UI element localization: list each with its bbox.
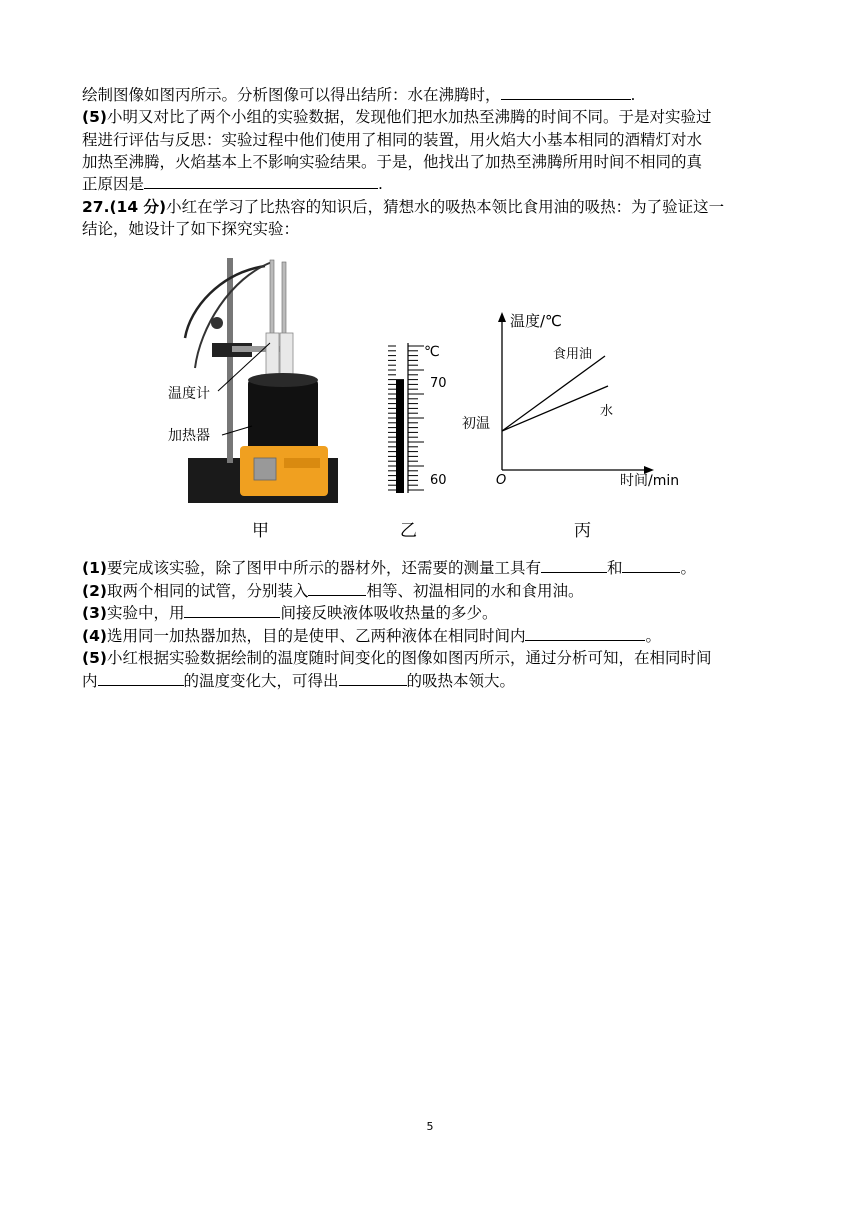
answer-blank[interactable]	[541, 558, 607, 573]
text-line-7	[82, 218, 782, 240]
answer-blank[interactable]	[525, 626, 645, 641]
text-segment: 实验中，用	[106, 604, 185, 622]
text-segment: 小红根据实验数据绘制的温度随时间变化的图像如图丙所示，通过分析可知，在相同时间	[106, 649, 712, 667]
text-segment: .	[630, 86, 636, 104]
y-axis-label: 温度/℃	[510, 312, 562, 330]
initial-temp-label: 初温	[462, 416, 490, 432]
heater-dial	[254, 458, 276, 480]
question-number: 27.(14 分)	[82, 198, 167, 216]
thermometer-label: 温度计	[168, 386, 210, 402]
question-number: (1)	[82, 559, 107, 577]
text-segment: .	[378, 175, 383, 193]
leader-line	[222, 426, 252, 435]
apparatus-jia	[168, 258, 338, 503]
question-5	[82, 647, 782, 669]
question-4	[82, 625, 782, 647]
text-line-3	[82, 129, 782, 151]
caption-bing: 丙	[574, 521, 591, 541]
graph-bing	[462, 312, 679, 489]
cable	[185, 266, 265, 338]
caption-yi: 乙	[400, 521, 417, 541]
answer-blank[interactable]	[501, 85, 631, 100]
tick-label-70: 70	[430, 376, 447, 391]
clamp-knob	[211, 317, 223, 329]
text-segment: 间接反映液体吸收热量的多少。	[280, 604, 498, 622]
text-segment: 的温度变化大，可得出	[183, 672, 339, 690]
text-segment: 小红在学习了比热容的知识后，猜想水的吸热本领比食用油的吸热：为了验证这一	[166, 198, 725, 216]
answer-blank[interactable]	[339, 671, 407, 686]
oil-label: 食用油	[553, 347, 593, 362]
text-segment: 内	[82, 672, 98, 690]
page-number: 5	[426, 1120, 434, 1133]
text-segment: 加热至沸腾，火焰基本上不影响实验结果。于是，他找出了加热至沸腾所用时间不相同的真	[82, 153, 703, 171]
answer-blank[interactable]	[144, 174, 378, 189]
thermometer-yi	[388, 343, 447, 493]
text-segment: 相等、初温相同的水和食用油。	[366, 582, 584, 600]
answer-blank[interactable]	[622, 558, 680, 573]
question-number: (4)	[82, 627, 107, 645]
question-1	[82, 557, 782, 579]
liquid-column	[396, 379, 404, 493]
water-label: 水	[600, 404, 614, 419]
text-segment: 选用同一加热器加热，目的是使甲、乙两种液体在相同时间内	[106, 627, 526, 645]
text-segment: 程进行评估与反思：实验过程中他们使用了相同的装置，用火焰大小基本相同的酒精灯对水	[82, 131, 703, 149]
caption-jia: 甲	[252, 521, 269, 541]
text-segment: 。	[680, 559, 696, 577]
heater-top	[248, 373, 318, 387]
text-line-4	[82, 151, 782, 173]
question-number: (2)	[82, 582, 107, 600]
text-segment: 要完成该实验，除了图甲中所示的器材外，还需要的测量工具有	[106, 559, 541, 577]
text-line-1	[82, 84, 782, 106]
answer-blank[interactable]	[308, 581, 366, 596]
text-segment: 正原因是	[82, 175, 145, 193]
text-segment: 小明又对比了两个小组的实验数据，发现他们把水加热至沸腾的时间不同。于是对实验过	[106, 108, 712, 126]
text-segment: 取两个相同的试管，分别装入	[106, 582, 309, 600]
question-2	[82, 580, 782, 602]
question-number: (3)	[82, 604, 107, 622]
figure-svg	[160, 248, 720, 548]
question-5-cont	[82, 670, 782, 692]
text-segment: 和	[606, 559, 623, 577]
y-axis-arrow	[498, 312, 506, 322]
tick-label-60: 60	[430, 473, 447, 488]
thermometer-unit: ℃	[424, 344, 440, 360]
thermometer-ticks	[388, 346, 424, 490]
text-segment: 结论，她设计了如下探究实验：	[82, 220, 300, 238]
heater-panel	[284, 458, 320, 468]
heater-label: 加热器	[168, 428, 210, 444]
text-segment: 绘制图像如图丙所示。分析图像可以得出结所：水在沸腾时，	[82, 86, 501, 104]
text-segment: 的吸热本领大。	[406, 672, 516, 690]
heater-base	[240, 446, 328, 496]
text-segment: 。	[645, 627, 661, 645]
experiment-figure	[160, 248, 720, 548]
text-line-6	[82, 196, 782, 218]
x-axis-label: 时间/min	[620, 473, 680, 489]
answer-blank[interactable]	[184, 603, 280, 618]
question-3	[82, 602, 782, 624]
text-line-5	[82, 173, 782, 195]
text-line-2	[82, 106, 782, 128]
question-number: (5)	[82, 108, 107, 126]
question-number: (5)	[82, 649, 107, 667]
origin-label: O	[496, 473, 507, 488]
answer-blank[interactable]	[98, 671, 184, 686]
